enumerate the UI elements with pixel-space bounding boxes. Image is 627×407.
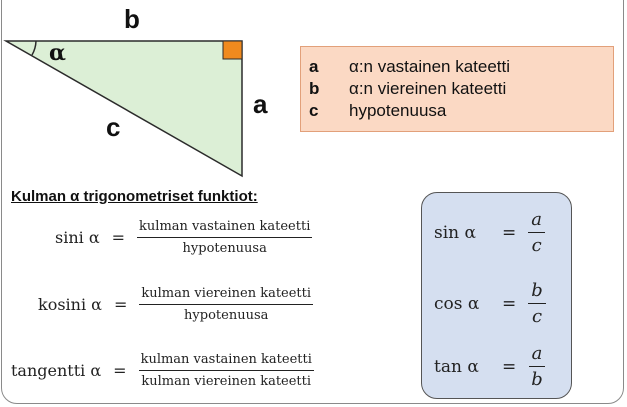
numerator: kulman viereinen kateetti <box>139 286 313 305</box>
legend-text: α:n viereinen kateetti <box>349 79 507 98</box>
denominator: b <box>531 369 543 390</box>
denominator: hypotenuusa <box>184 308 269 323</box>
summary-name: sin α <box>434 222 476 243</box>
sine-formula <box>55 219 312 256</box>
numerator: a <box>529 343 546 367</box>
side-b-label: b <box>124 4 140 34</box>
fraction <box>137 219 312 256</box>
denominator: hypotenuusa <box>182 241 267 256</box>
summary-name: cos α <box>434 293 480 314</box>
legend-row-c <box>309 100 613 122</box>
legend-key: c <box>309 101 319 120</box>
side-a-label: a <box>253 89 268 119</box>
right-triangle <box>6 41 242 176</box>
formula-name: kosini α <box>38 295 102 314</box>
side-legend-box <box>300 46 614 132</box>
equals-sign: = <box>113 361 127 380</box>
fraction <box>528 280 546 327</box>
legend-key: a <box>309 57 319 76</box>
summary-name: tan α <box>434 356 479 377</box>
fraction <box>139 352 314 389</box>
equals-sign: = <box>113 295 128 314</box>
angle-alpha-label: α <box>49 40 66 66</box>
numerator: kulman vastainen kateetti <box>139 352 314 371</box>
side-c-label: c <box>106 112 121 142</box>
cosine-formula <box>38 286 313 323</box>
numerator: kulman vastainen kateetti <box>137 219 312 238</box>
fraction <box>528 209 545 256</box>
denominator: c <box>531 306 543 327</box>
legend-row-a <box>309 56 613 78</box>
denominator: kulman viereinen kateetti <box>141 374 312 389</box>
fraction <box>528 343 546 390</box>
legend-text: α:n vastainen kateetti <box>349 57 511 76</box>
equals-sign: = <box>502 293 517 314</box>
summary-box <box>421 192 572 399</box>
legend-key: b <box>309 79 320 98</box>
summary-tan-row <box>434 343 546 390</box>
legend-row-b <box>309 78 613 100</box>
summary-sin-row <box>434 209 545 256</box>
summary-cos-row <box>434 280 546 327</box>
right-angle-marker <box>223 41 242 59</box>
functions-title: Kulman α trigonometriset funktiot: <box>11 188 258 205</box>
numerator: b <box>528 280 546 304</box>
equals-sign: = <box>502 356 517 377</box>
formula-name: tangentti α <box>11 361 102 380</box>
formula-name: sini α <box>55 228 100 247</box>
denominator: c <box>531 235 542 256</box>
tangent-formula <box>11 352 314 389</box>
equals-sign: = <box>502 222 517 243</box>
legend-text: hypotenuusa <box>349 101 447 120</box>
equals-sign: = <box>111 228 126 247</box>
numerator: a <box>528 209 545 233</box>
fraction <box>139 286 313 323</box>
